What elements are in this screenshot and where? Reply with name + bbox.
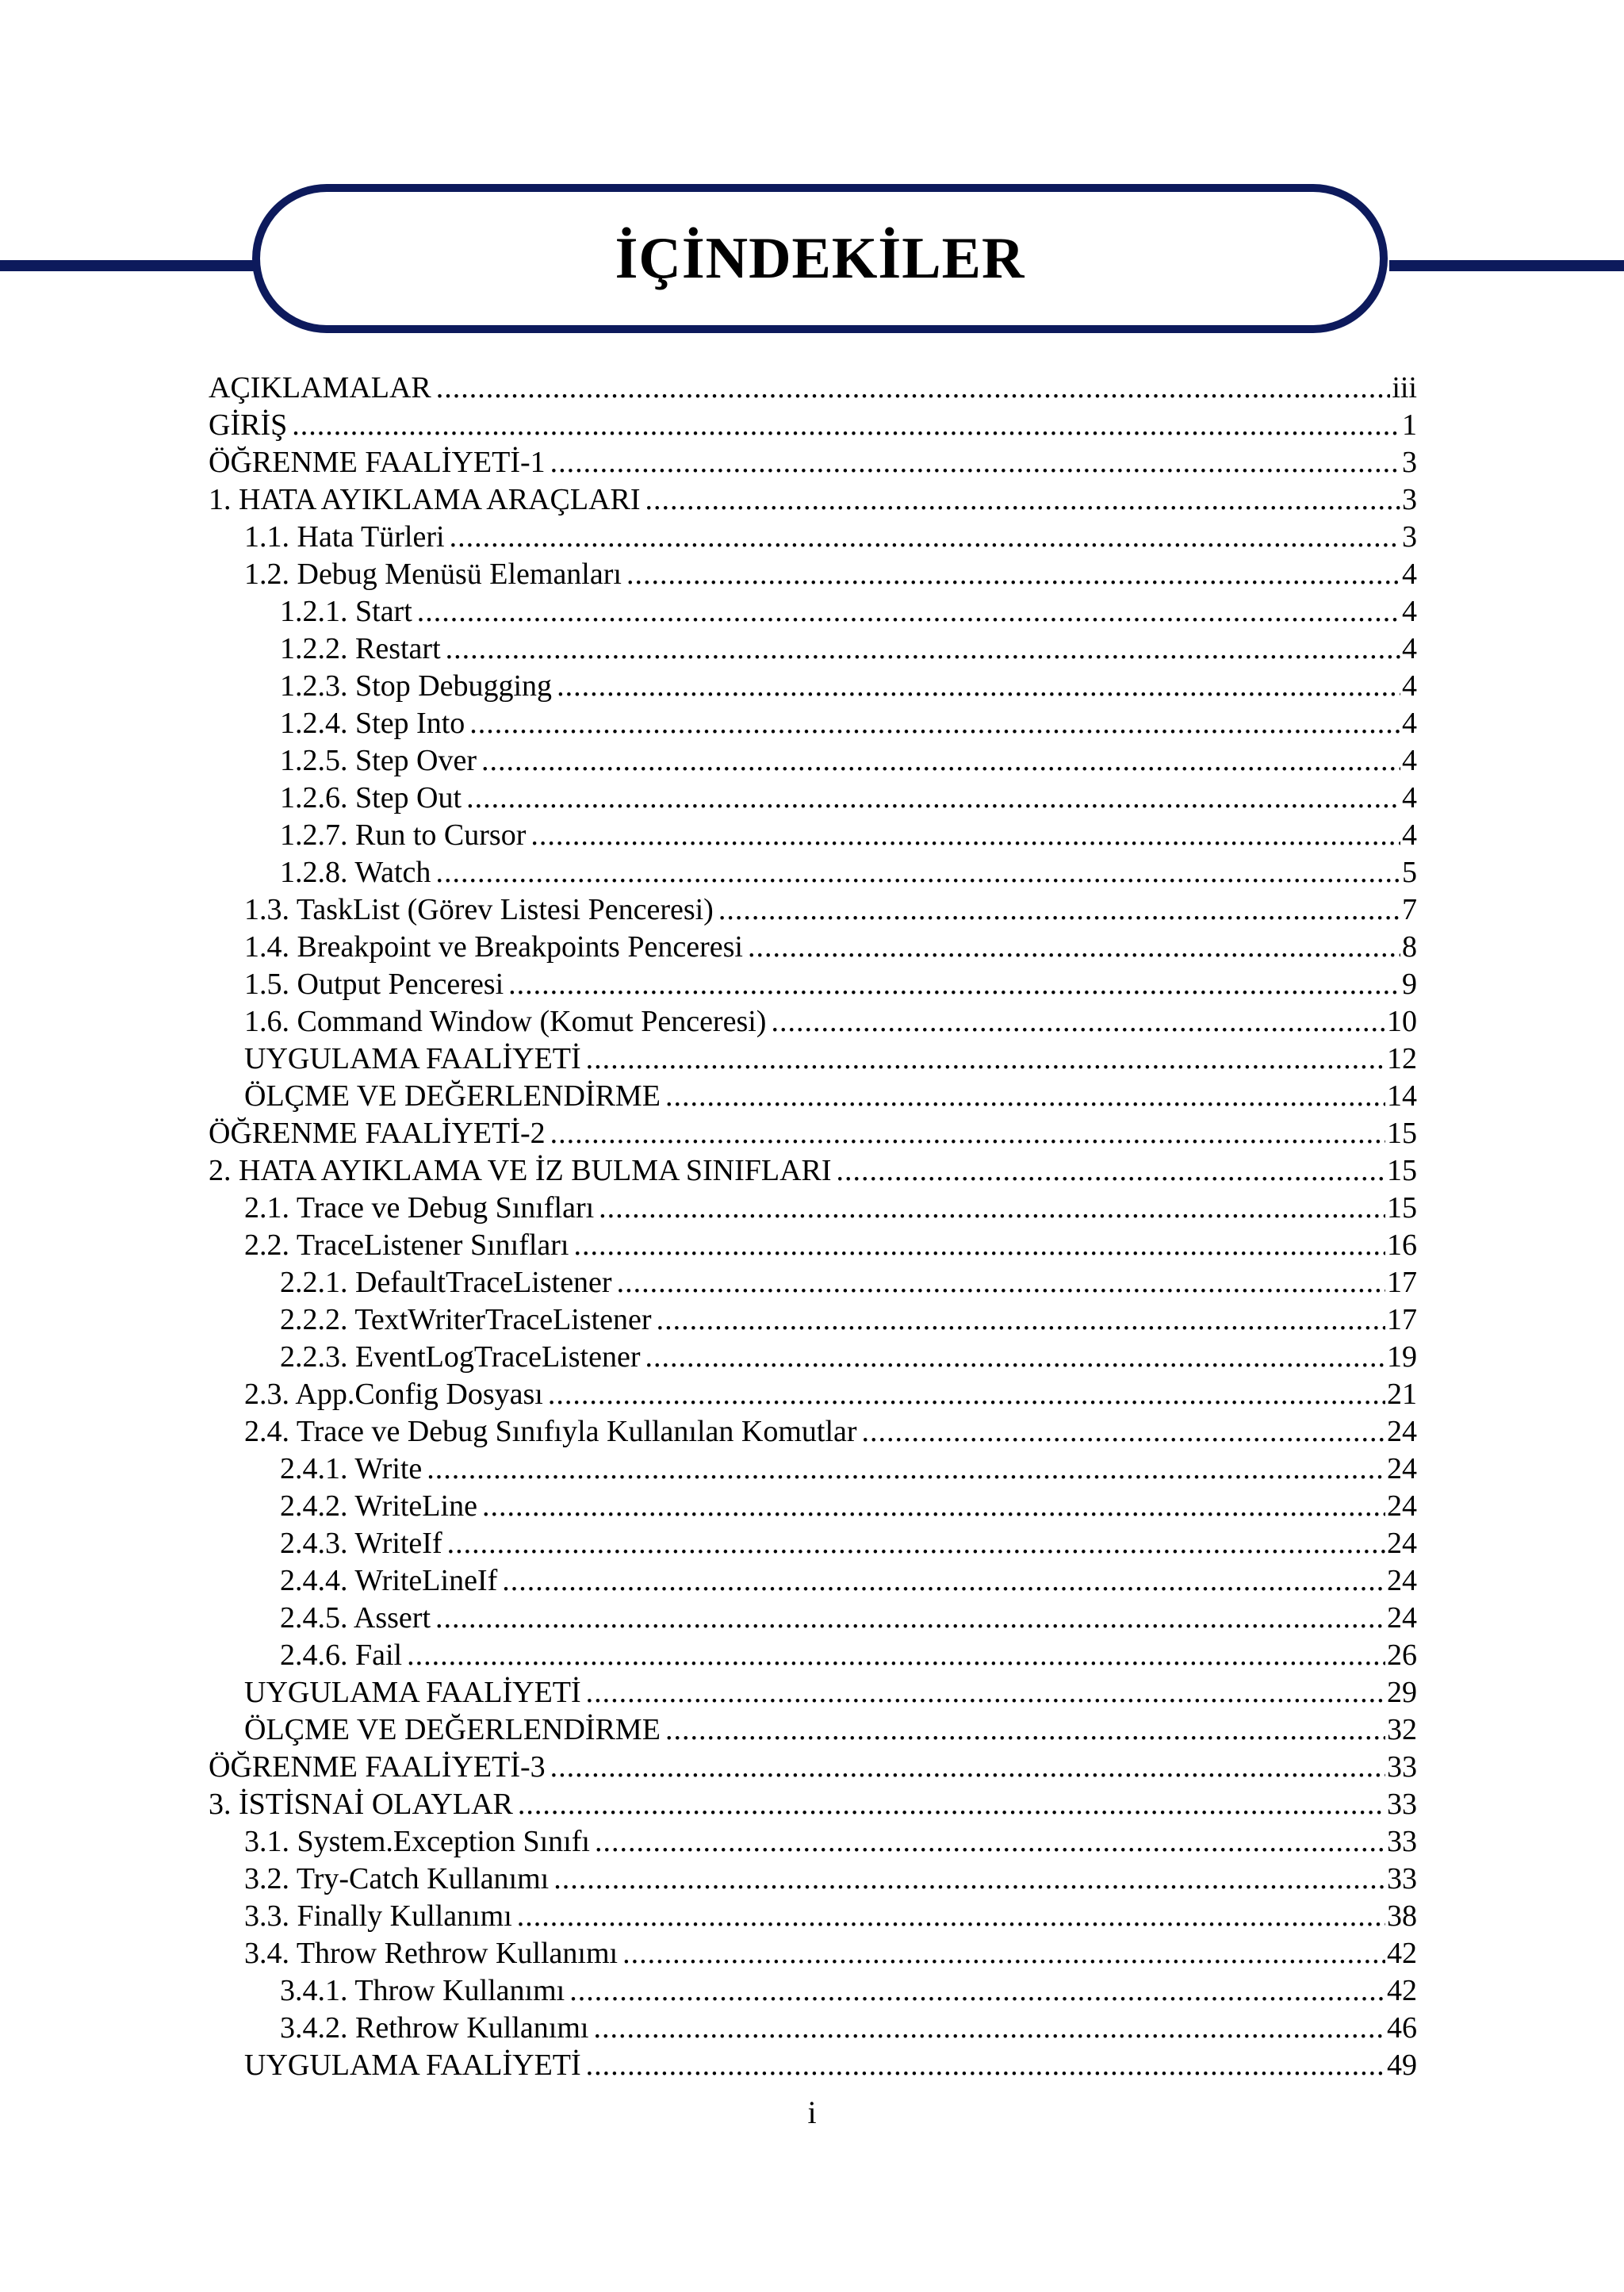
toc-entry-page: 10 [1387, 1005, 1417, 1038]
toc-entry-page: 9 [1402, 968, 1417, 1001]
toc-entry[interactable] [209, 1935, 1417, 1972]
toc-entry-page: 24 [1387, 1601, 1417, 1635]
toc-entry[interactable] [209, 370, 1417, 407]
toc-entry-page: 42 [1387, 1974, 1417, 2007]
toc-entry[interactable] [209, 1413, 1417, 1451]
toc-dot-leader [518, 1786, 1385, 1823]
toc-entry[interactable] [209, 593, 1417, 630]
toc-dot-leader [586, 1674, 1385, 1711]
toc-entry-label: 1.2.7. Run to Cursor [280, 818, 527, 852]
toc-dot-leader [550, 444, 1400, 481]
toc-entry-label: UYGULAMA FAALİYETİ [244, 1042, 581, 1075]
toc-dot-leader [427, 1451, 1385, 1488]
toc-entry-label: 2.4.2. WriteLine [280, 1489, 477, 1523]
toc-entry[interactable] [209, 1972, 1417, 2010]
toc-entry-page: 4 [1402, 818, 1417, 852]
toc-dot-leader [862, 1413, 1385, 1451]
toc-entry-label: 2.4.4. WriteLineIf [280, 1564, 498, 1597]
toc-dot-leader [586, 1041, 1385, 1078]
toc-dot-leader [435, 1600, 1385, 1637]
toc-entry-label: 1.2.4. Step Into [280, 707, 465, 740]
toc-entry-page: 32 [1387, 1713, 1417, 1746]
toc-dot-leader [292, 407, 1400, 444]
toc-dot-leader [407, 1637, 1385, 1674]
toc-entry-page: 15 [1387, 1117, 1417, 1150]
toc-entry[interactable] [209, 1078, 1417, 1115]
toc-entry-page: 4 [1402, 744, 1417, 777]
toc-entry-page: 4 [1402, 558, 1417, 591]
toc-entry[interactable] [209, 1861, 1417, 1898]
toc-entry[interactable] [209, 1749, 1417, 1786]
toc-entry-label: 2.4. Trace ve Debug Sınıfıyla Kullanılan Komutlar [244, 1415, 857, 1448]
toc-entry-page: 33 [1387, 1788, 1417, 1821]
toc-entry-page: 1 [1402, 408, 1417, 442]
page-number: i [807, 2095, 817, 2130]
toc-dot-leader [593, 2010, 1385, 2047]
toc-entry-label: 3.3. Finally Kullanımı [244, 1899, 512, 1933]
toc-entry[interactable] [209, 1525, 1417, 1562]
toc-entry-label: 1.3. TaskList (Görev Listesi Penceresi) [244, 893, 714, 926]
toc-entry-label: 1.1. Hata Türleri [244, 520, 445, 554]
toc-entry[interactable] [209, 444, 1417, 481]
toc-dot-leader [517, 1898, 1385, 1935]
toc-dot-leader [586, 2047, 1385, 2084]
toc-entry[interactable] [209, 1041, 1417, 1078]
toc-entry-label: 1.2.5. Step Over [280, 744, 477, 777]
toc-dot-leader [599, 1190, 1385, 1227]
table-of-contents [209, 370, 1417, 2084]
toc-entry-label: AÇIKLAMALAR [209, 371, 431, 404]
toc-entry-label: 2.1. Trace ve Debug Sınıfları [244, 1191, 595, 1225]
toc-dot-leader [665, 1078, 1385, 1115]
toc-entry[interactable] [209, 1674, 1417, 1711]
toc-entry-page: 24 [1387, 1527, 1417, 1560]
toc-entry-label: 2.4.1. Write [280, 1452, 423, 1485]
toc-entry-label: 2.2.1. DefaultTraceListener [280, 1266, 612, 1299]
toc-dot-leader [482, 1488, 1385, 1525]
toc-entry-page: 42 [1387, 1937, 1417, 1970]
toc-entry-page: 24 [1387, 1564, 1417, 1597]
toc-dot-leader [446, 630, 1400, 668]
toc-dot-leader [417, 593, 1400, 630]
toc-dot-leader [665, 1711, 1385, 1749]
toc-entry[interactable] [209, 1637, 1417, 1674]
toc-dot-leader [450, 519, 1400, 556]
toc-entry-page: 19 [1387, 1340, 1417, 1374]
toc-dot-leader [626, 556, 1400, 593]
toc-dot-leader [569, 1972, 1385, 2010]
toc-entry-label: 2.4.5. Assert [280, 1601, 431, 1635]
toc-entry-page: 3 [1402, 520, 1417, 554]
toc-dot-leader [645, 1339, 1385, 1376]
toc-dot-leader [436, 370, 1391, 407]
toc-dot-leader [530, 817, 1400, 854]
toc-entry-label: ÖLÇME VE DEĞERLENDİRME [244, 1079, 661, 1113]
toc-entry-label: 1.2. Debug Menüsü Elemanları [244, 558, 622, 591]
toc-entry[interactable] [209, 1451, 1417, 1488]
toc-entry[interactable] [209, 1339, 1417, 1376]
toc-entry[interactable] [209, 1115, 1417, 1152]
toc-entry-page: 33 [1387, 1825, 1417, 1858]
toc-entry[interactable] [209, 2010, 1417, 2047]
toc-dot-leader [771, 1003, 1385, 1041]
toc-entry-page: 15 [1387, 1154, 1417, 1187]
toc-entry-page: 14 [1387, 1079, 1417, 1113]
toc-dot-leader [466, 780, 1400, 817]
toc-entry[interactable] [209, 1898, 1417, 1935]
toc-entry-page: 5 [1402, 856, 1417, 889]
toc-entry-page: 4 [1402, 781, 1417, 814]
toc-entry-label: 1.6. Command Window (Komut Penceresi) [244, 1005, 767, 1038]
toc-dot-leader [553, 1861, 1385, 1898]
toc-dot-leader [435, 854, 1400, 891]
toc-entry-page: 33 [1387, 1750, 1417, 1784]
toc-entry[interactable] [209, 854, 1417, 891]
toc-dot-leader [447, 1525, 1385, 1562]
toc-entry-page: 24 [1387, 1452, 1417, 1485]
toc-entry-label: ÖĞRENME FAALİYETİ-2 [209, 1117, 546, 1150]
toc-entry-label: 2.2. TraceListener Sınıfları [244, 1228, 569, 1262]
toc-entry-page: 3 [1402, 483, 1417, 516]
toc-entry-label: 3.4.1. Throw Kullanımı [280, 1974, 565, 2007]
toc-entry[interactable] [209, 1488, 1417, 1525]
toc-entry[interactable] [209, 1562, 1417, 1600]
toc-dot-leader [622, 1935, 1385, 1972]
toc-entry[interactable] [209, 1786, 1417, 1823]
toc-entry-page: 4 [1402, 632, 1417, 665]
toc-entry-page: 46 [1387, 2011, 1417, 2045]
toc-entry-label: 1.2.8. Watch [280, 856, 431, 889]
toc-entry-label: 3.4. Throw Rethrow Kullanımı [244, 1937, 619, 1970]
page-title: İÇİNDEKİLER [615, 225, 1025, 291]
toc-entry-label: UYGULAMA FAALİYETİ [244, 1676, 581, 1709]
toc-dot-leader [573, 1227, 1385, 1264]
toc-entry-page: 3 [1402, 446, 1417, 479]
toc-dot-leader [617, 1264, 1385, 1301]
toc-entry-label: 1.2.1. Start [280, 595, 412, 628]
toc-entry-label: 2. HATA AYIKLAMA VE İZ BULMA SINIFLARI [209, 1154, 832, 1187]
toc-entry[interactable] [209, 407, 1417, 444]
toc-entry[interactable] [209, 1190, 1417, 1227]
toc-entry-page: 26 [1387, 1639, 1417, 1672]
toc-entry-page: 33 [1387, 1862, 1417, 1895]
toc-entry-page: 24 [1387, 1489, 1417, 1523]
toc-entry[interactable] [209, 481, 1417, 519]
toc-entry[interactable] [209, 1600, 1417, 1637]
toc-entry-page: iii [1392, 371, 1417, 404]
toc-entry-page: 17 [1387, 1303, 1417, 1336]
toc-entry-page: 12 [1387, 1042, 1417, 1075]
toc-dot-leader [657, 1301, 1385, 1339]
toc-entry[interactable] [209, 1301, 1417, 1339]
toc-dot-leader [645, 481, 1400, 519]
toc-dot-leader [595, 1823, 1385, 1861]
toc-entry-label: 2.3. App.Config Dosyası [244, 1378, 543, 1411]
toc-entry[interactable] [209, 1376, 1417, 1413]
toc-dot-leader [550, 1115, 1385, 1152]
toc-entry-page: 4 [1402, 595, 1417, 628]
toc-dot-leader [550, 1749, 1385, 1786]
toc-entry-page: 8 [1402, 930, 1417, 964]
toc-entry[interactable] [209, 1152, 1417, 1190]
toc-entry-page: 7 [1402, 893, 1417, 926]
toc-entry-page: 49 [1387, 2049, 1417, 2082]
toc-entry-page: 24 [1387, 1415, 1417, 1448]
toc-dot-leader [481, 742, 1400, 780]
toc-entry-label: 2.4.6. Fail [280, 1639, 403, 1672]
toc-entry-label: 2.2.2. TextWriterTraceListener [280, 1303, 652, 1336]
toc-entry-page: 15 [1387, 1191, 1417, 1225]
toc-entry-label: UYGULAMA FAALİYETİ [244, 2049, 581, 2082]
toc-entry[interactable] [209, 780, 1417, 817]
toc-entry[interactable] [209, 891, 1417, 929]
toc-dot-leader [502, 1562, 1385, 1600]
toc-dot-leader [548, 1376, 1385, 1413]
toc-entry[interactable] [209, 705, 1417, 742]
toc-entry-label: 1.2.2. Restart [280, 632, 441, 665]
toc-entry-label: ÖLÇME VE DEĞERLENDİRME [244, 1713, 661, 1746]
toc-entry-label: 2.2.3. EventLogTraceListener [280, 1340, 641, 1374]
toc-entry[interactable] [209, 1823, 1417, 1861]
toc-entry[interactable] [209, 966, 1417, 1003]
toc-entry[interactable] [209, 519, 1417, 556]
toc-entry-label: 1. HATA AYIKLAMA ARAÇLARI [209, 483, 641, 516]
toc-dot-leader [557, 668, 1400, 705]
toc-entry-page: 29 [1387, 1676, 1417, 1709]
toc-entry-page: 38 [1387, 1899, 1417, 1933]
toc-entry[interactable] [209, 817, 1417, 854]
title-banner-line-right [1389, 260, 1624, 271]
toc-entry-page: 4 [1402, 707, 1417, 740]
toc-entry-page: 4 [1402, 669, 1417, 703]
toc-entry-label: ÖĞRENME FAALİYETİ-1 [209, 446, 546, 479]
toc-entry[interactable] [209, 556, 1417, 593]
toc-entry-label: 1.2.3. Stop Debugging [280, 669, 553, 703]
toc-entry-label: 1.2.6. Step Out [280, 781, 462, 814]
toc-entry[interactable] [209, 1264, 1417, 1301]
toc-entry-label: 3.2. Try-Catch Kullanımı [244, 1862, 550, 1895]
toc-dot-leader [469, 705, 1400, 742]
toc-entry[interactable] [209, 1227, 1417, 1264]
toc-entry[interactable] [209, 929, 1417, 966]
toc-dot-leader [718, 891, 1400, 929]
toc-entry-page: 21 [1387, 1378, 1417, 1411]
toc-entry-label: 3.4.2. Rethrow Kullanımı [280, 2011, 589, 2045]
toc-entry-label: 2.4.3. WriteIf [280, 1527, 442, 1560]
toc-entry-label: 3. İSTİSNAİ OLAYLAR [209, 1788, 513, 1821]
toc-dot-leader [748, 929, 1400, 966]
toc-entry[interactable] [209, 1711, 1417, 1749]
toc-entry[interactable] [209, 668, 1417, 705]
toc-entry-label: GİRİŞ [209, 408, 288, 442]
title-banner [252, 184, 1388, 333]
toc-entry[interactable] [209, 630, 1417, 668]
toc-dot-leader [508, 966, 1400, 1003]
toc-entry-label: 1.5. Output Penceresi [244, 968, 504, 1001]
toc-entry-label: ÖĞRENME FAALİYETİ-3 [209, 1750, 546, 1784]
toc-entry-label: 3.1. System.Exception Sınıfı [244, 1825, 590, 1858]
toc-entry[interactable] [209, 742, 1417, 780]
toc-entry[interactable] [209, 1003, 1417, 1041]
toc-dot-leader [837, 1152, 1385, 1190]
toc-entry-page: 17 [1387, 1266, 1417, 1299]
toc-entry-page: 16 [1387, 1228, 1417, 1262]
toc-entry[interactable] [209, 2047, 1417, 2084]
title-banner-line-left [0, 260, 255, 271]
toc-entry-label: 1.4. Breakpoint ve Breakpoints Penceresi [244, 930, 743, 964]
